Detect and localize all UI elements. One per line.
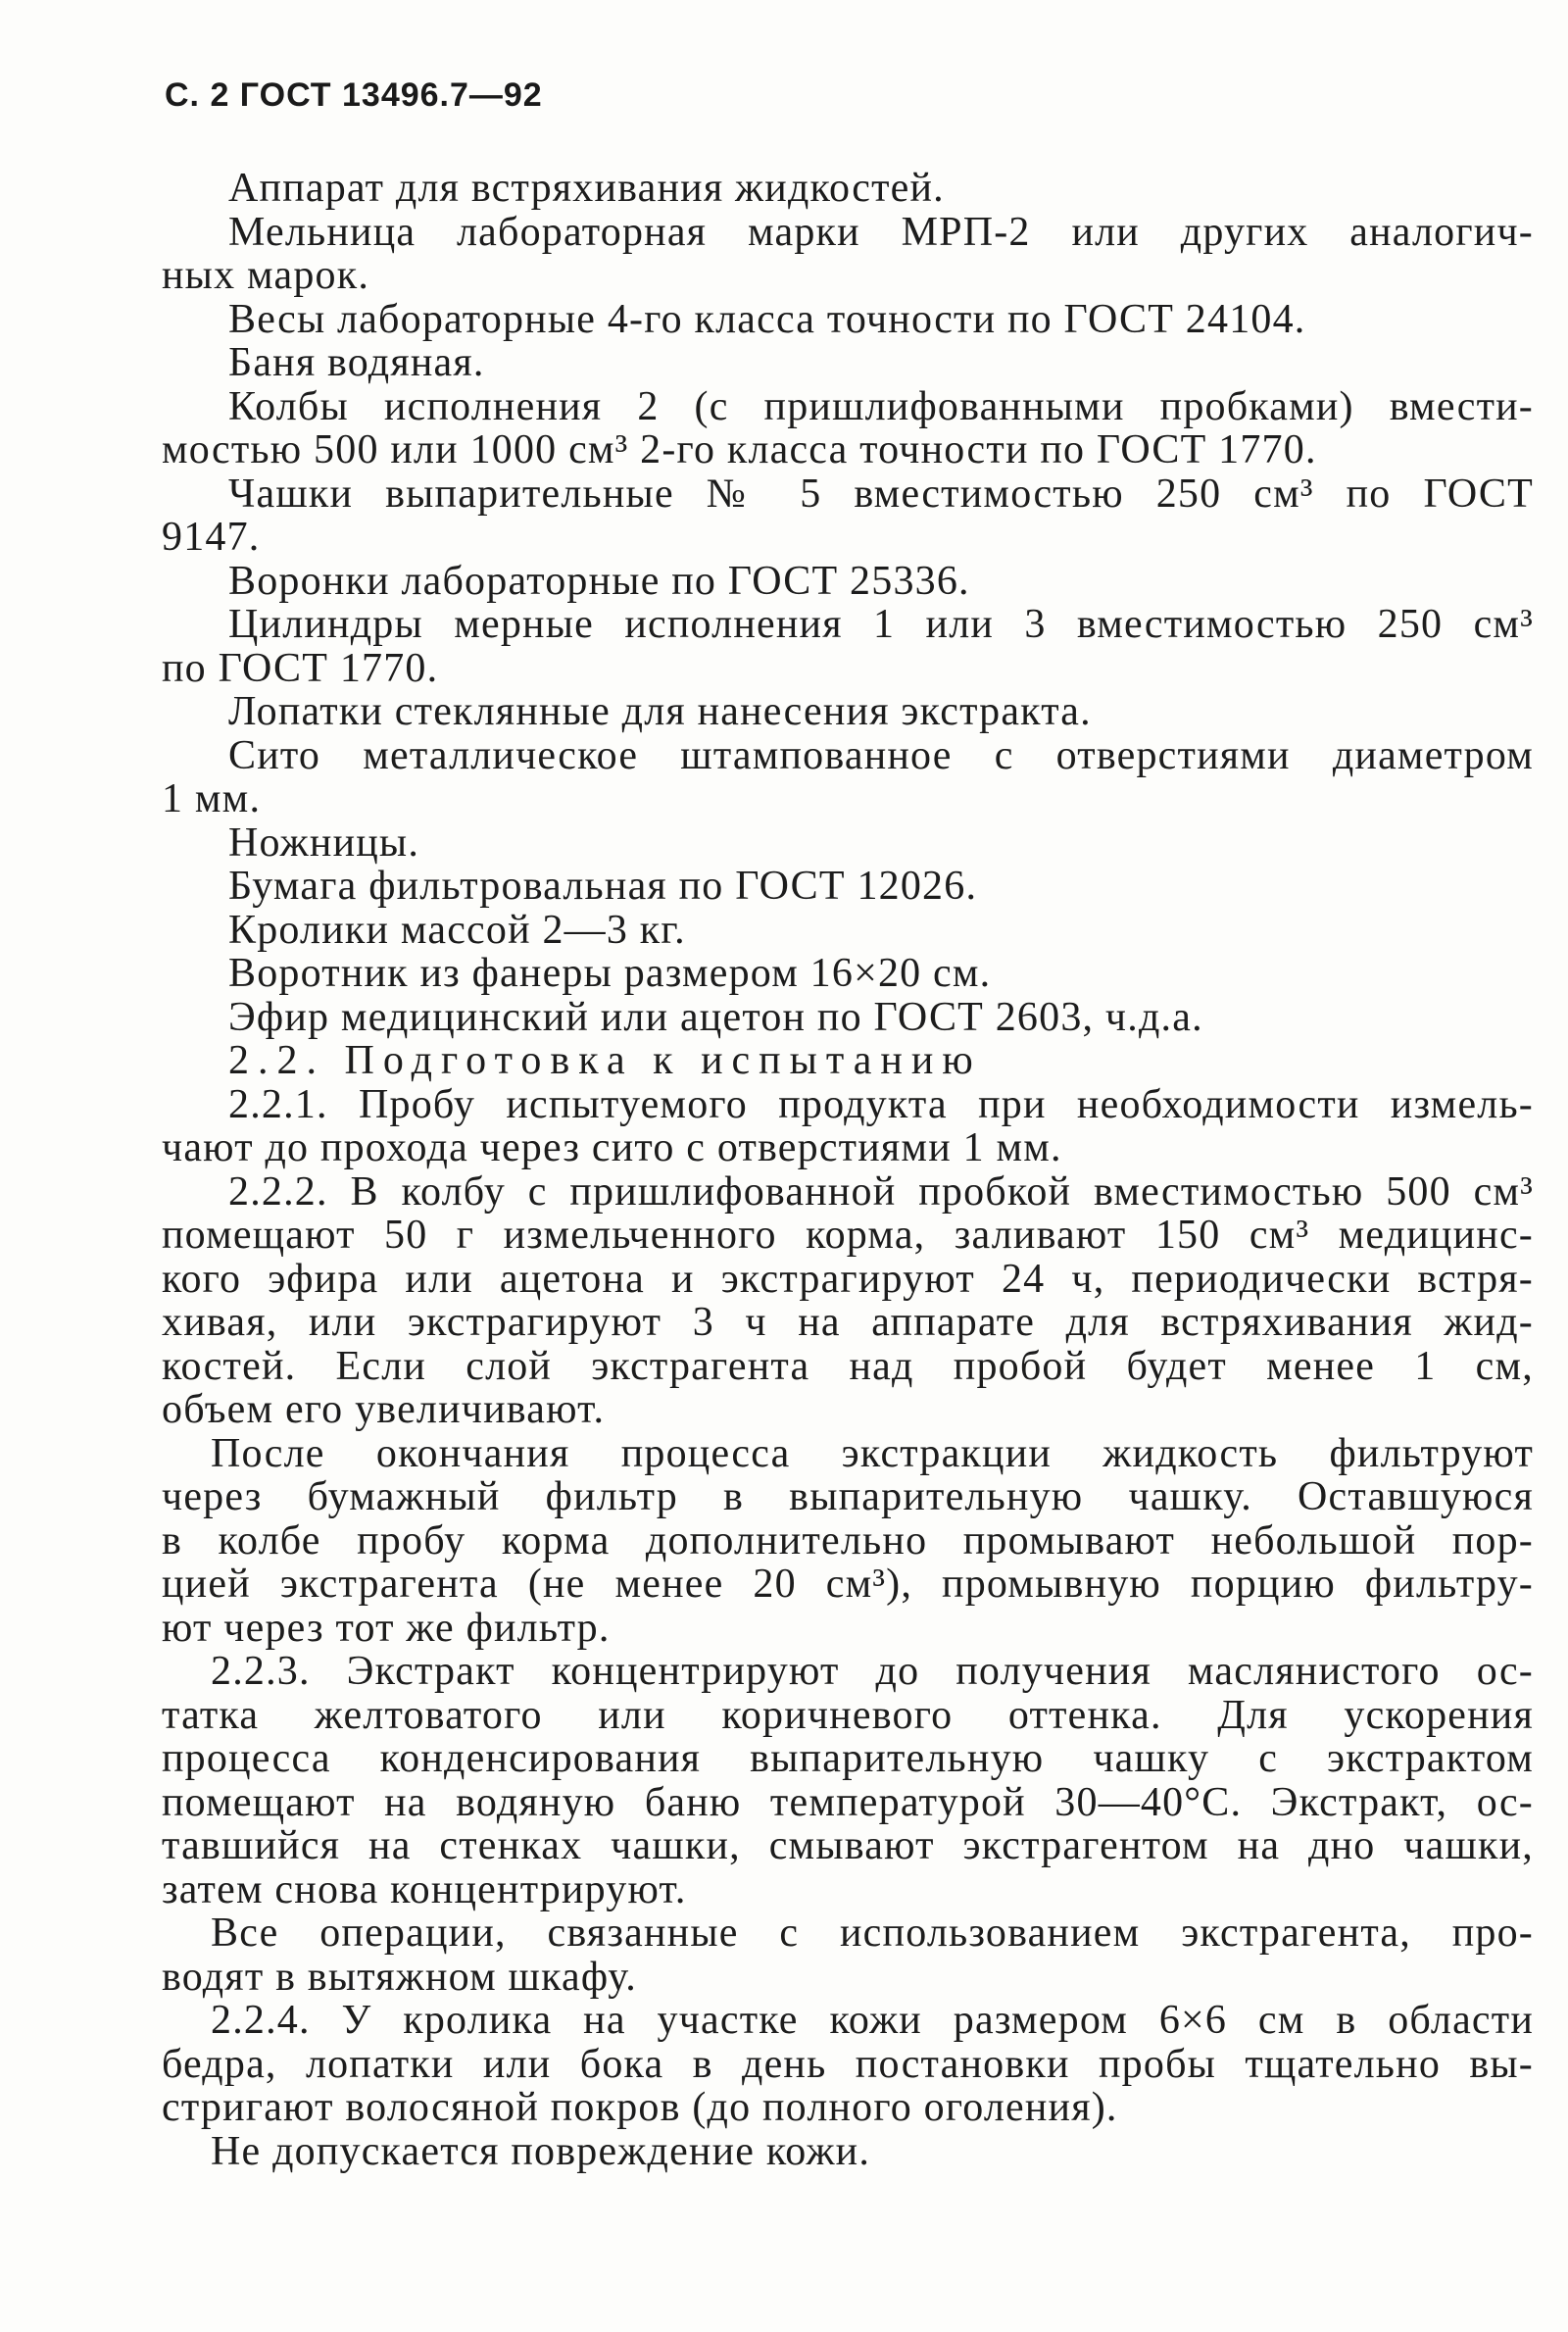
text-line: 2.2.2. В колбу с пришлифованной пробкой вместимостью 500 см³ (228, 1169, 1534, 1214)
text-line: Баня водяная. (228, 340, 485, 385)
text-line: объем его увеличивают. (162, 1387, 606, 1432)
text-line: костей. Если слой экстрагента над пробой будет менее 1 см, (162, 1344, 1534, 1388)
text-line: Цилиндры мерные исполнения 1 или 3 вместимостью 250 см³ (228, 603, 1534, 647)
text-line: затем снова концентрируют. (162, 1866, 687, 1912)
text-line: чают до прохода через сито с отверстиями 1 мм. (162, 1125, 1062, 1170)
page-header: С. 2 ГОСТ 13496.7—92 (165, 76, 543, 114)
text-line: помещают 50 г измельченного корма, заливают 150 см³ медицинс- (162, 1214, 1534, 1258)
text-line: процесса конденсирования выпарительную чашку с экстрактом (162, 1737, 1534, 1781)
text-line: 1 мм. (162, 776, 262, 821)
text-line: помещают на водяную баню температурой 30—40°С. Экстракт, ос- (162, 1780, 1534, 1824)
text-line: кого эфира или ацетона и экстрагируют 24 ч, периодически встря- (162, 1257, 1534, 1301)
text-line: мостью 500 или 1000 см³ 2-го класса точности по ГОСТ 1770. (162, 427, 1317, 472)
text-line: Колбы исполнения 2 (с пришлифованными пробками) вмести- (228, 384, 1534, 428)
text-line: цией экстрагента (не менее 20 см³), промывную порцию фильтру- (162, 1563, 1534, 1607)
text-line: Весы лабораторные 4-го класса точности по ГОСТ 24104. (228, 296, 1306, 342)
text-line: Воронки лабораторные по ГОСТ 25336. (228, 558, 970, 604)
text-line: Эфир медицинский или ацетон по ГОСТ 2603, ч.д.а. (228, 994, 1203, 1040)
text-line: ют через тот же фильтр. (162, 1605, 611, 1651)
text-line: Воротник из фанеры размером 16×20 см. (228, 951, 992, 996)
text-line: Лопатки стеклянные для нанесения экстракта. (228, 689, 1092, 734)
text-line: ных марок. (162, 253, 370, 298)
text-line: Ножницы. (228, 819, 420, 866)
section-heading: 2.2. Подготовка к испытанию (228, 1038, 982, 1083)
text-line: татка желтоватого или коричневого оттенка. Для ускорения (162, 1693, 1534, 1737)
text-line: хивая, или экстрагируют 3 ч на аппарате для встряхивания жид- (162, 1301, 1534, 1345)
text-line: Кролики массой 2—3 кг. (228, 907, 686, 953)
text-line: стригают волосяной покров (до полного оголения). (162, 2085, 1118, 2130)
text-line: Аппарат для встряхивания жидкостей. (228, 166, 945, 211)
text-line: 9147. (162, 515, 261, 560)
text-line: Бумага фильтровальная по ГОСТ 12026. (228, 864, 978, 909)
text-line: Чашки выпарительные № 5 вместимостью 250 см³ по ГОСТ (228, 471, 1534, 516)
text-line: 2.2.4. У кролика на участке кожи размером 6×6 см в области (211, 1999, 1534, 2043)
text-line: После окончания процесса экстракции жидкость фильтруют (211, 1431, 1534, 1475)
text-line: бедра, лопатки или бока в день постановки пробы тщательно вы- (162, 2042, 1534, 2086)
text-line: в колбе пробу корма дополнительно промывают небольшой пор- (162, 1518, 1534, 1563)
text-line: Все операции, связанные с использованием экстрагента, про- (211, 1911, 1534, 1956)
text-line: Не допускается повреждение кожи. (211, 2128, 871, 2174)
document-body (162, 167, 1534, 2173)
text-line: по ГОСТ 1770. (162, 645, 439, 691)
text-line: тавшийся на стенках чашки, смывают экстрагентом на дно чашки, (162, 1824, 1534, 1868)
text-line: Сито металлическое штампованное с отверстиями диаметром (228, 733, 1534, 777)
text-line: водят в вытяжном шкафу. (162, 1954, 637, 2000)
text-line: 2.2.3. Экстракт концентрируют до получения маслянистого ос- (211, 1650, 1534, 1694)
text-line: через бумажный фильтр в выпарительную чашку. Оставшуюся (162, 1475, 1534, 1519)
text-line: Мельница лабораторная марки МРП-2 или других аналогич- (228, 210, 1534, 254)
text-line: 2.2.1. Пробу испытуемого продукта при необходимости измель- (228, 1082, 1534, 1126)
